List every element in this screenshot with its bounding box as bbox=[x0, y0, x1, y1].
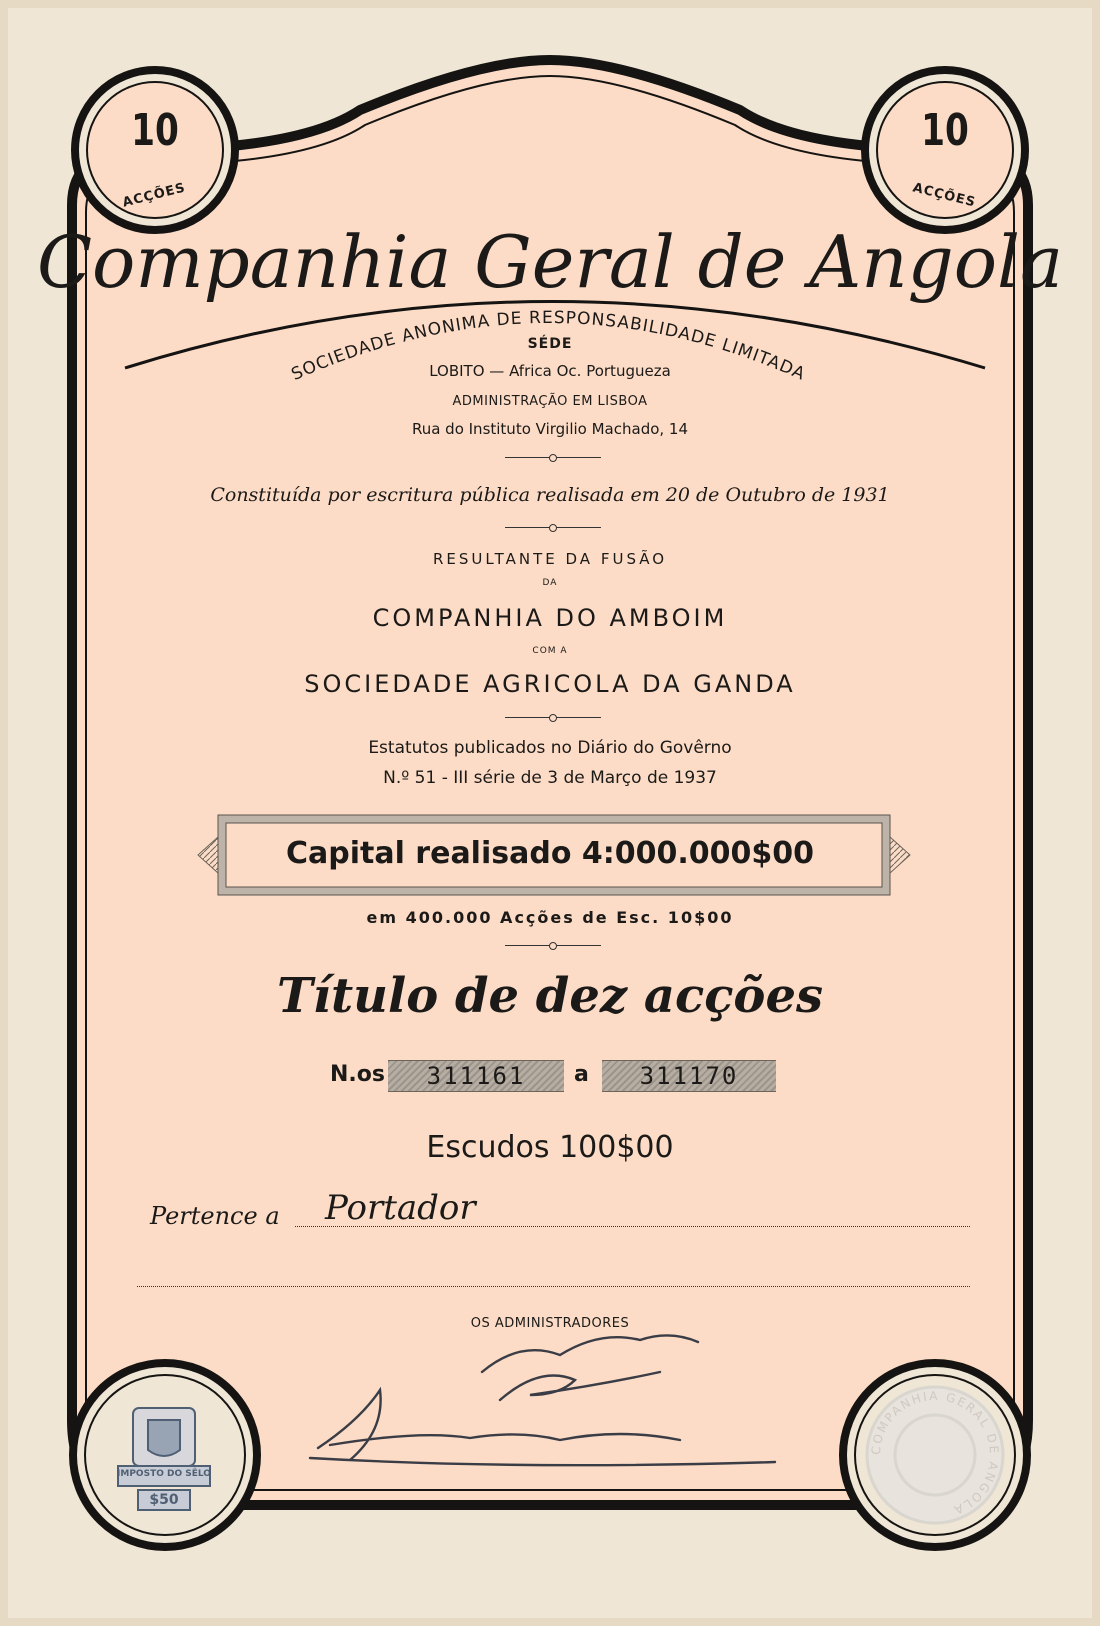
capital-shares: em 400.000 Acções de Esc. 10$00 bbox=[366, 908, 734, 927]
bearer-name: Portador bbox=[325, 1188, 476, 1228]
divider bbox=[505, 714, 601, 722]
stamp-value: $50 bbox=[149, 1492, 179, 1508]
shares-count-top-right: 10 bbox=[921, 105, 969, 156]
merger-com-a: COM A bbox=[532, 646, 568, 656]
company-name: Companhia Geral de Angola bbox=[36, 220, 1064, 304]
seat-label: SÉDE bbox=[527, 336, 573, 352]
merger-intro: RESULTANTE DA FUSÃO bbox=[432, 550, 668, 568]
statutes-line-1: Estatutos publicados no Diário do Govêrno bbox=[368, 738, 732, 758]
company-type: SOCIEDADE ANONIMA DE RESPONSABILIDADE LIMITADA bbox=[288, 307, 809, 385]
shares-count-top-left: 10 bbox=[131, 105, 179, 156]
divider bbox=[505, 454, 601, 462]
belongs-label: Pertence a bbox=[150, 1202, 280, 1230]
administration: ADMINISTRAÇÃO EM LISBOA bbox=[452, 394, 648, 409]
seat-city: LOBITO — Africa Oc. Portugueza bbox=[429, 362, 671, 380]
embossed-seal bbox=[867, 1387, 1003, 1523]
statutes-line-2: N.º 51 - III série de 3 de Março de 1937 bbox=[383, 768, 717, 788]
blank-line bbox=[137, 1286, 970, 1287]
address: Rua do Instituto Virgilio Machado, 14 bbox=[411, 420, 689, 438]
number-from: 311161 bbox=[388, 1060, 564, 1092]
shares-label-top-left: ACÇÕES bbox=[121, 180, 188, 211]
shares-label-top-right: ACÇÕES bbox=[911, 180, 978, 211]
certificate-title: Título de dez acções bbox=[277, 968, 823, 1024]
stamp-label: IMPOSTO DO SÊLO bbox=[117, 1469, 211, 1479]
numbers-label: N.os bbox=[330, 1062, 385, 1087]
merger-company-2: SOCIEDADE AGRICOLA DA GANDA bbox=[304, 670, 796, 698]
face-value: Escudos 100$00 bbox=[426, 1130, 674, 1165]
seal-text: COMPANHIA GERAL DE ANGOLA bbox=[868, 1388, 1002, 1518]
merger-da: DA bbox=[542, 578, 558, 588]
merger-company-1: COMPANHIA DO AMBOIM bbox=[372, 604, 728, 632]
number-separator: a bbox=[574, 1062, 589, 1087]
divider bbox=[505, 524, 601, 532]
number-to: 311170 bbox=[602, 1060, 776, 1092]
administrators-label: OS ADMINISTRADORES bbox=[470, 1316, 630, 1331]
capital-amount: Capital realisado 4:000.000$00 bbox=[285, 836, 815, 871]
divider bbox=[505, 942, 601, 950]
constitution-line: Constituída por escritura pública realisada em 20 de Outubro de 1931 bbox=[210, 484, 890, 506]
